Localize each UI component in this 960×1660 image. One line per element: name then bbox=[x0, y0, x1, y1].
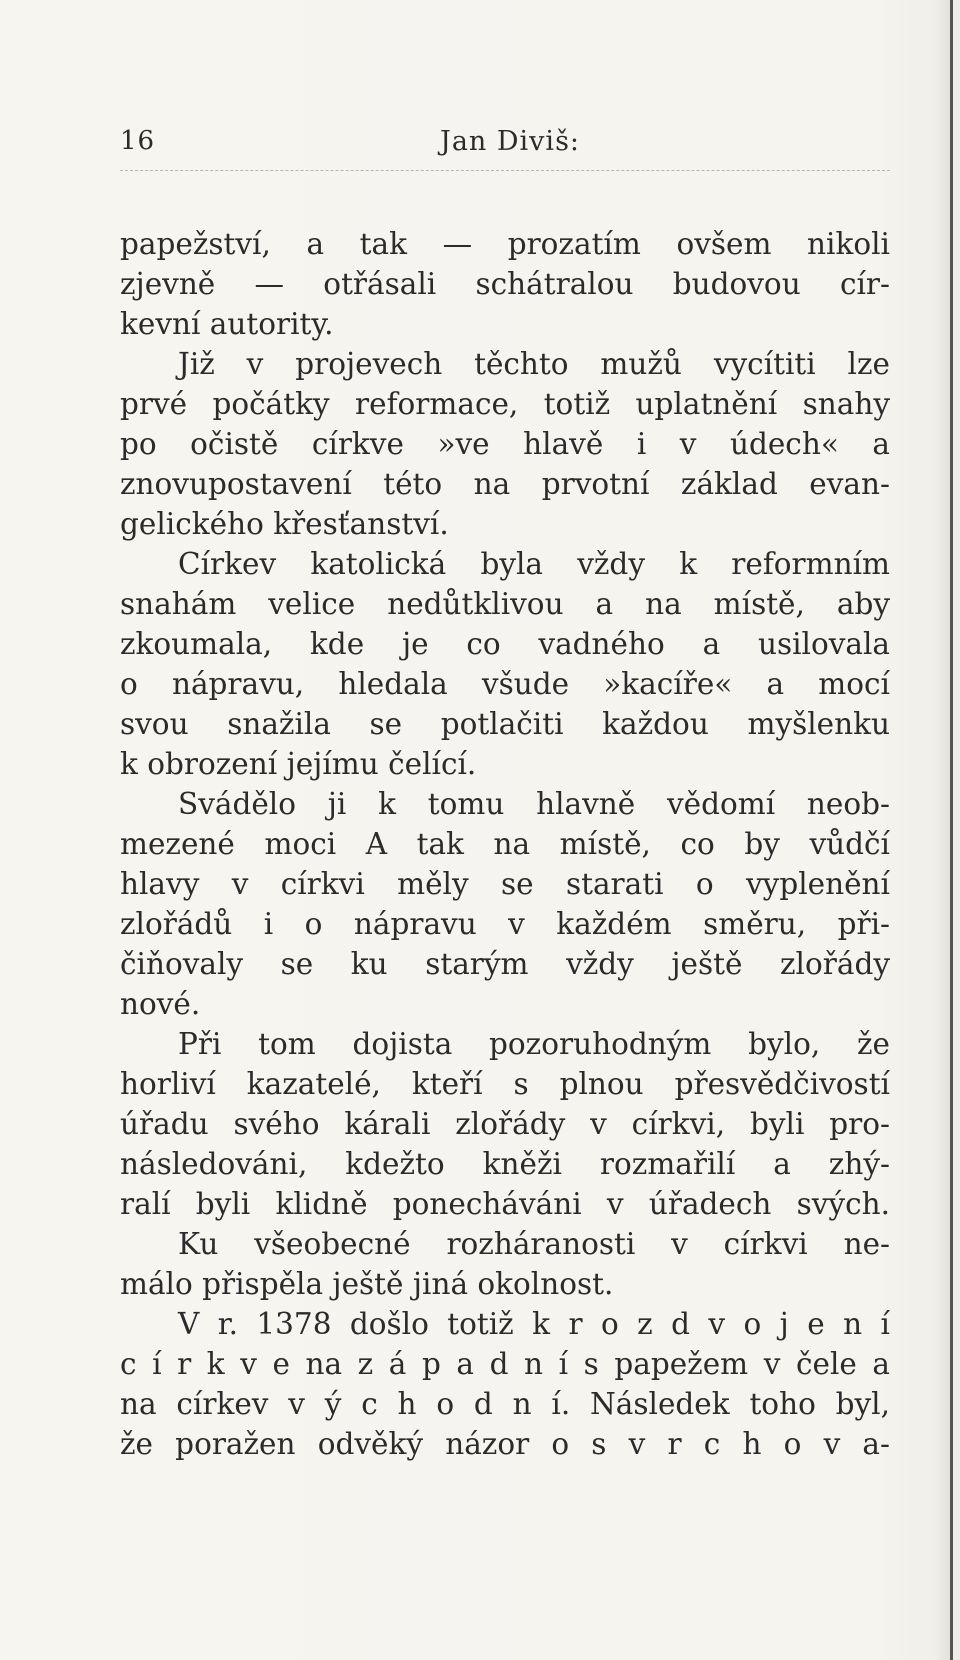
text-line: k obrození jejímu čelící. bbox=[120, 747, 477, 781]
text-line: hlavy v církvi měly se starati o vyplenění bbox=[120, 867, 890, 901]
text-line: horliví kazatelé, kteří s plnou přesvědčivostí bbox=[120, 1067, 890, 1101]
text-line: na církev v ý c h o d n í. Následek toho byl, bbox=[120, 1387, 890, 1421]
text-line: Církev katolická byla vždy k reformním bbox=[178, 547, 890, 581]
text-line: svou snažila se potlačiti každou myšlenku bbox=[120, 707, 890, 741]
gutter-shadow bbox=[935, 0, 950, 1660]
page-number: 16 bbox=[120, 126, 156, 156]
text-line: po očistě církve »ve hlavě i v údech« a bbox=[120, 427, 890, 461]
text-line: Při tom dojista pozoruhodným bylo, že bbox=[178, 1027, 890, 1061]
text-line: že poražen odvěký názor o s v r c h o v a- bbox=[120, 1427, 890, 1461]
text-line: následováni, kdežto kněži rozmařilí a zhý- bbox=[120, 1147, 890, 1181]
text-line: prvé počátky reformace, totiž uplatnění snahy bbox=[120, 387, 890, 421]
text-line: o nápravu, hledala všude »kacíře« a mocí bbox=[120, 667, 890, 701]
text-line: papežství, a tak — prozatím ovšem nikoli bbox=[120, 227, 890, 261]
text-line: zlořádů i o nápravu v každém směru, při- bbox=[120, 907, 890, 941]
text-line: nové. bbox=[120, 987, 201, 1021]
text-line: úřadu svého kárali zlořády v církvi, byli pro- bbox=[120, 1107, 890, 1141]
header-rule bbox=[120, 170, 890, 171]
page-header bbox=[120, 126, 890, 166]
body-text bbox=[120, 224, 890, 1464]
text-line: málo přispěla ještě jiná okolnost. bbox=[120, 1267, 614, 1301]
text-line: zjevně — otřásali schátralou budovou cír- bbox=[120, 267, 890, 301]
running-head: Jan Diviš: bbox=[440, 126, 581, 157]
text-line: čiňovaly se ku starým vždy ještě zlořády bbox=[120, 947, 890, 981]
text-line: kevní autority. bbox=[120, 307, 334, 341]
text-line: Svádělo ji k tomu hlavně vědomí neob- bbox=[178, 787, 890, 821]
text-line: c í r k v e na z á p a d n í s papežem v čele a bbox=[120, 1347, 890, 1381]
text-line: Ku všeobecné rozháranosti v církvi ne- bbox=[178, 1227, 890, 1261]
text-line: zkoumala, kde je co vadného a usilovala bbox=[120, 627, 890, 661]
text-line: znovupostavení této na prvotní základ evan- bbox=[120, 467, 890, 501]
text-line: Již v projevech těchto mužů vycítiti lze bbox=[178, 347, 890, 381]
text-line: mezené moci A tak na místě, co by vůdčí bbox=[120, 827, 890, 861]
text-line: snahám velice nedůtklivou a na místě, aby bbox=[120, 587, 890, 621]
text-line: V r. 1378 došlo totiž k r o z d v o j e n í bbox=[178, 1307, 890, 1341]
gutter-edge bbox=[950, 0, 953, 1660]
text-line: gelického křesťanství. bbox=[120, 507, 449, 541]
text-line: ralí byli klidně ponecháváni v úřadech svých. bbox=[120, 1187, 890, 1221]
